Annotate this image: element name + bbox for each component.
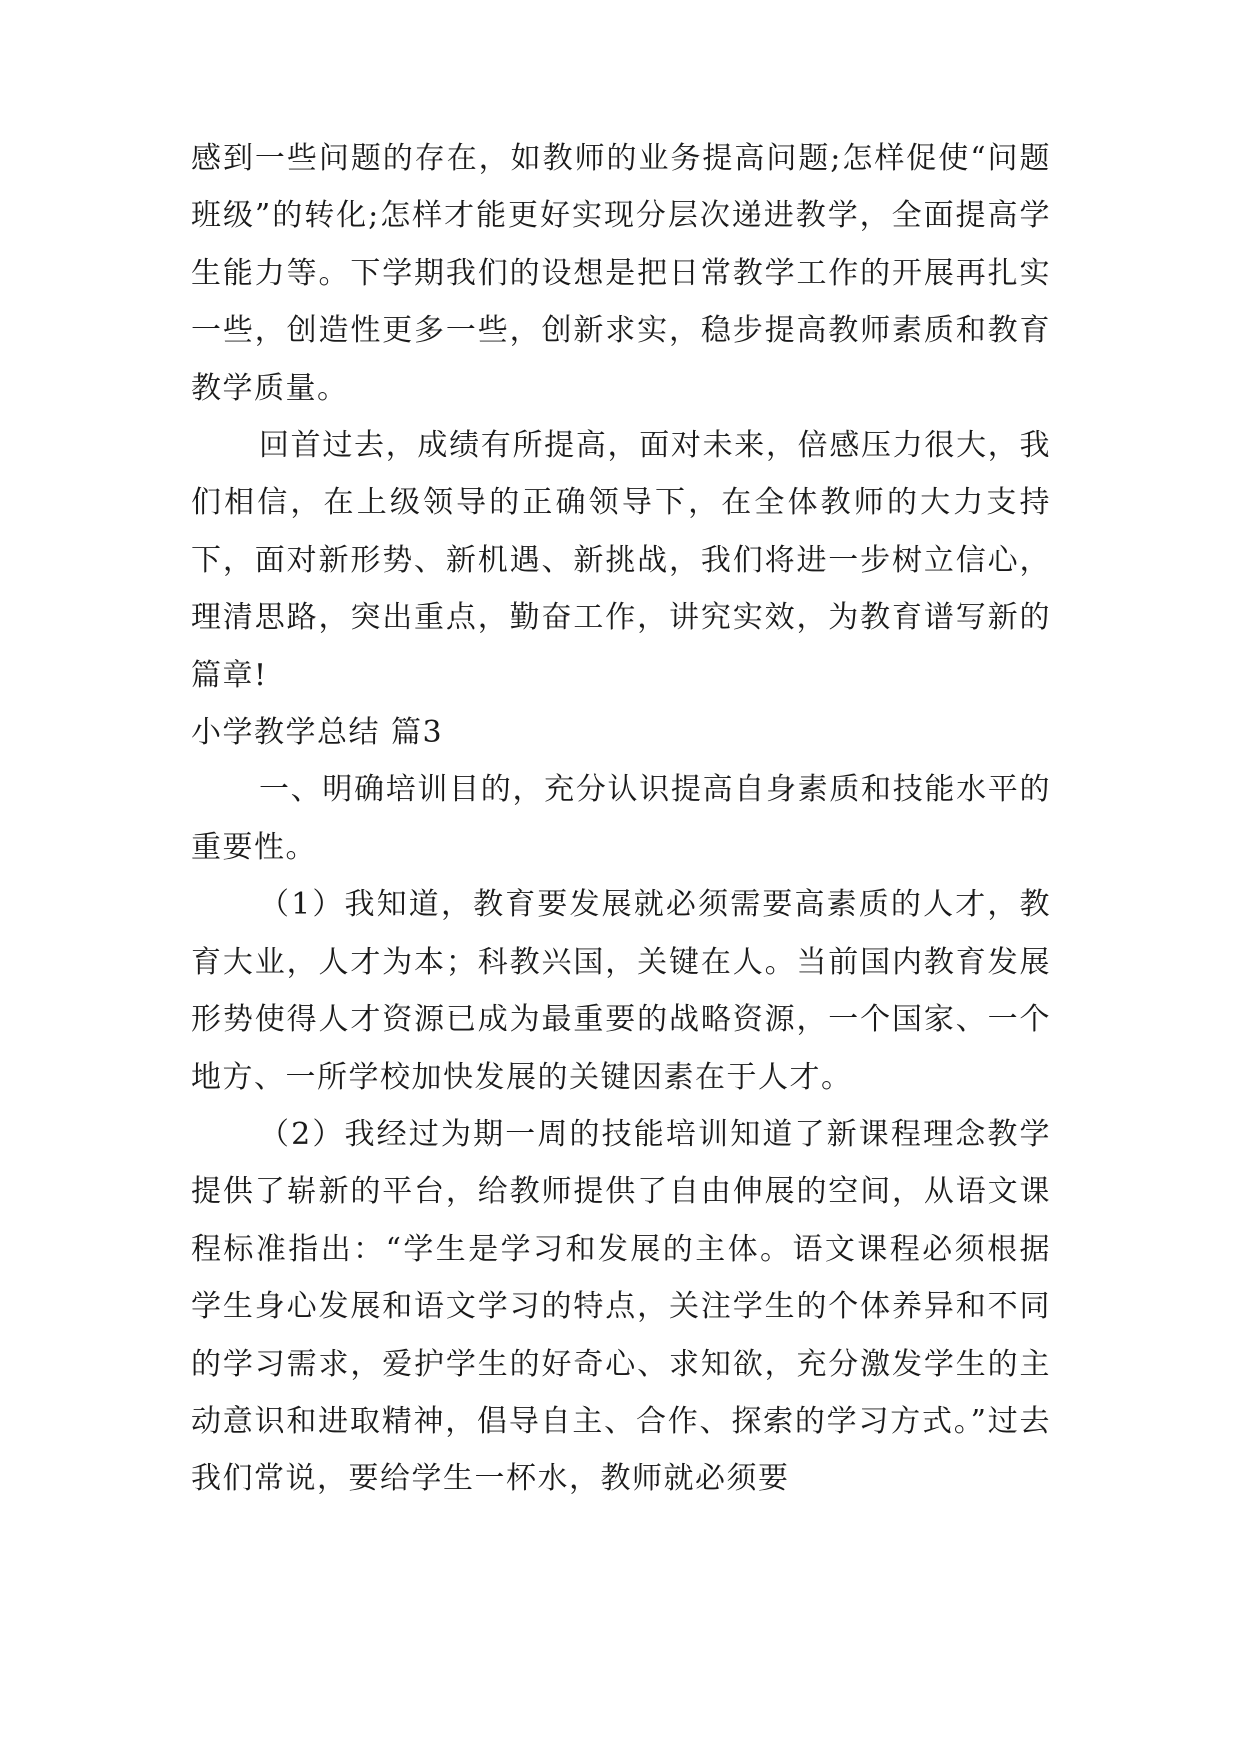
paragraph-point-2: （2）我经过为期一周的技能培训知道了新课程理念教学提供了崭新的平台，给教师提供了自由伸展的空间，从语文课程标准指出：“学生是学习和发展的主体。语文课程必须根据学生身心发展和语文学习的特点，关注学生的个体养异和不同的学习需求，爱护学生的好奇心、求知欲，充分激发学生的主动意识和进取精神，倡导自主、合作、探索的学习方式。”过去我们常说，要给学生一杯水，教师就必须要 xyxy=(191,1116,1051,1497)
section-heading: 小学教学总结 篇3 xyxy=(191,715,444,751)
paragraph-training-purpose: 一、明确培训目的，充分认识提高自身素质和技能水平的重要性。 xyxy=(191,772,1051,865)
paragraph-problems-and-plans: 感到一些问题的存在，如教师的业务提高问题;怎样促使“问题班级”的转化;怎样才能更好实现分层次递进教学，全面提高学生能力等。下学期我们的设想是把日常教学工作的开展再扎实一些，创造性更多一些，创新求实，稳步提高教师素质和教育教学质量。 xyxy=(191,141,1051,406)
document-body xyxy=(191,130,1051,1508)
paragraph-looking-back: 回首过去，成绩有所提高，面对未来，倍感压力很大，我们相信，在上级领导的正确领导下，在全体教师的大力支持下，面对新形势、新机遇、新挑战，我们将进一步树立信心，理清思路，突出重点，勤奋工作，讲究实效，为教育谱写新的篇章! xyxy=(191,428,1051,693)
paragraph-point-1: （1）我知道，教育要发展就必须需要高素质的人才，教育大业，人才为本；科教兴国，关键在人。当前国内教育发展形势使得人才资源已成为最重要的战略资源，一个国家、一个地方、一所学校加快发展的关键因素在于人才。 xyxy=(191,887,1051,1095)
